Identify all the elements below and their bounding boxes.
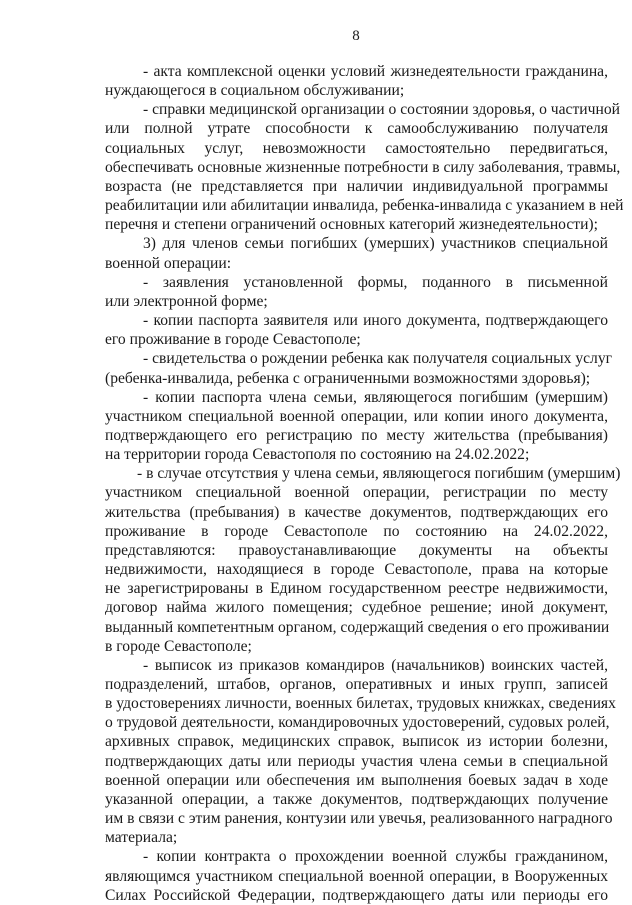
text-line: военной операции: — [105, 254, 232, 272]
text-line: - выписок из приказов командиров (начальников) воинских частей, — [143, 656, 608, 674]
text-line: его проживание в городе Севастополе; — [105, 331, 361, 349]
text-line: нуждающегося в социальном обслуживании; — [105, 82, 405, 100]
text-line: не зарегистрированы в Едином государственном реестре недвижимости, — [105, 580, 608, 598]
text-line: перечня и степени ограничений основных категорий жизнедеятельности); — [105, 216, 598, 234]
text-line: или полной утрате способности к самообслуживанию получателя — [105, 120, 608, 138]
text-line: участником специальной военной операции, регистрации по месту — [105, 484, 608, 502]
text-line: выданный компетентным органом, содержащий сведения о его проживании — [105, 618, 610, 636]
text-line: подтверждающего его регистрацию по месту жительства (пребывания) — [105, 426, 608, 444]
text-line: (ребенка-инвалида, ребенка с ограниченными возможностями здоровья); — [105, 369, 591, 387]
text-line: - в случае отсутствия у члена семьи, являющегося погибшим (умершим) — [137, 465, 621, 483]
document-body — [105, 62, 624, 905]
text-line: материала; — [105, 829, 178, 847]
paragraph — [105, 388, 608, 465]
paragraph — [105, 62, 608, 100]
text-line: - заявления установленной формы, поданного в письменной — [143, 273, 608, 291]
paragraph — [105, 656, 616, 848]
paragraph — [105, 311, 608, 349]
text-line: участником специальной военной операции, или копии иного документа, — [105, 407, 608, 425]
text-line: договор найма жилого помещения; судебное решение; иной документ, — [105, 599, 608, 617]
text-line: представляются: правоустанавливающие документы на объекты — [105, 541, 608, 559]
text-line: подразделений, штабов, органов, оперативных и иных групп, записей — [105, 676, 608, 693]
text-line: проживание в городе Севастополе по состоянию на 24.02.2022, — [105, 522, 608, 540]
paragraph — [105, 273, 608, 311]
text-line: Силах Российской Федерации, подтверждающего даты или периоды его — [105, 886, 608, 904]
text-line: - копии контракта о прохождении военной службы гражданином, — [143, 848, 608, 866]
paragraph — [105, 234, 608, 272]
paragraph — [105, 100, 624, 234]
text-line: подтверждающих даты или периоды участия члена семьи в специальной — [105, 752, 608, 770]
text-line: в городе Севастополе; — [105, 637, 252, 655]
text-line: возраста (не представляется при наличии индивидуальной программы — [105, 177, 608, 195]
text-line: недвижимости, находящиеся в городе Севастополе, права на которые — [105, 561, 608, 579]
text-line: - копии паспорта члена семьи, являющегося погибшим (умершим) — [143, 388, 608, 406]
text-line: военной операции или обеспечения им выполнения боевых задач в ходе — [105, 771, 608, 789]
text-line: 3) для членов семьи погибших (умерших) участников специальной — [143, 235, 608, 253]
text-line: являющимся участником специальной военной операции, в Вооруженных — [105, 867, 608, 885]
text-line: указанной операции, а также документов, подтверждающих получение — [105, 790, 608, 808]
text-line: о трудовой деятельности, командировочных удостоверений, судовых ролей, — [105, 714, 610, 732]
text-line: или электронной форме; — [105, 292, 268, 310]
text-line: - копии паспорта заявителя или иного документа, подтверждающего — [143, 312, 608, 330]
text-line: обеспечивать основные жизненные потребности в силу заболевания, травмы, — [105, 158, 621, 176]
page-number: 8 — [352, 28, 360, 44]
text-line: социальных услуг, невозможности самостоятельно передвигаться, — [105, 139, 608, 157]
text-line: архивных справок, медицинских справок, выписок из истории болезни, — [105, 733, 608, 751]
text-line: на территории города Севастополя по состоянию на 24.02.2022; — [105, 446, 530, 464]
text-line: жительства (пребывания) в качестве документов, подтверждающих его — [105, 503, 608, 521]
text-line: им в связи с этим ранения, контузии или увечья, реализованного наградного — [105, 810, 613, 828]
text-line: - справки медицинской организации о состоянии здоровья, о частичной — [143, 101, 620, 119]
text-line: - свидетельства о рождении ребенка как получателя социальных услуг — [143, 350, 613, 368]
paragraph — [105, 847, 608, 904]
paragraph — [105, 349, 613, 387]
text-line: - акта комплексной оценки условий жизнедеятельности гражданина, — [143, 63, 608, 80]
text-line: в удостоверениях личности, военных билетах, трудовых книжках, сведениях — [105, 695, 616, 713]
text-line: реабилитации или абилитации инвалида, ребенка-инвалида с указанием в ней — [105, 197, 624, 215]
paragraph — [105, 464, 621, 656]
